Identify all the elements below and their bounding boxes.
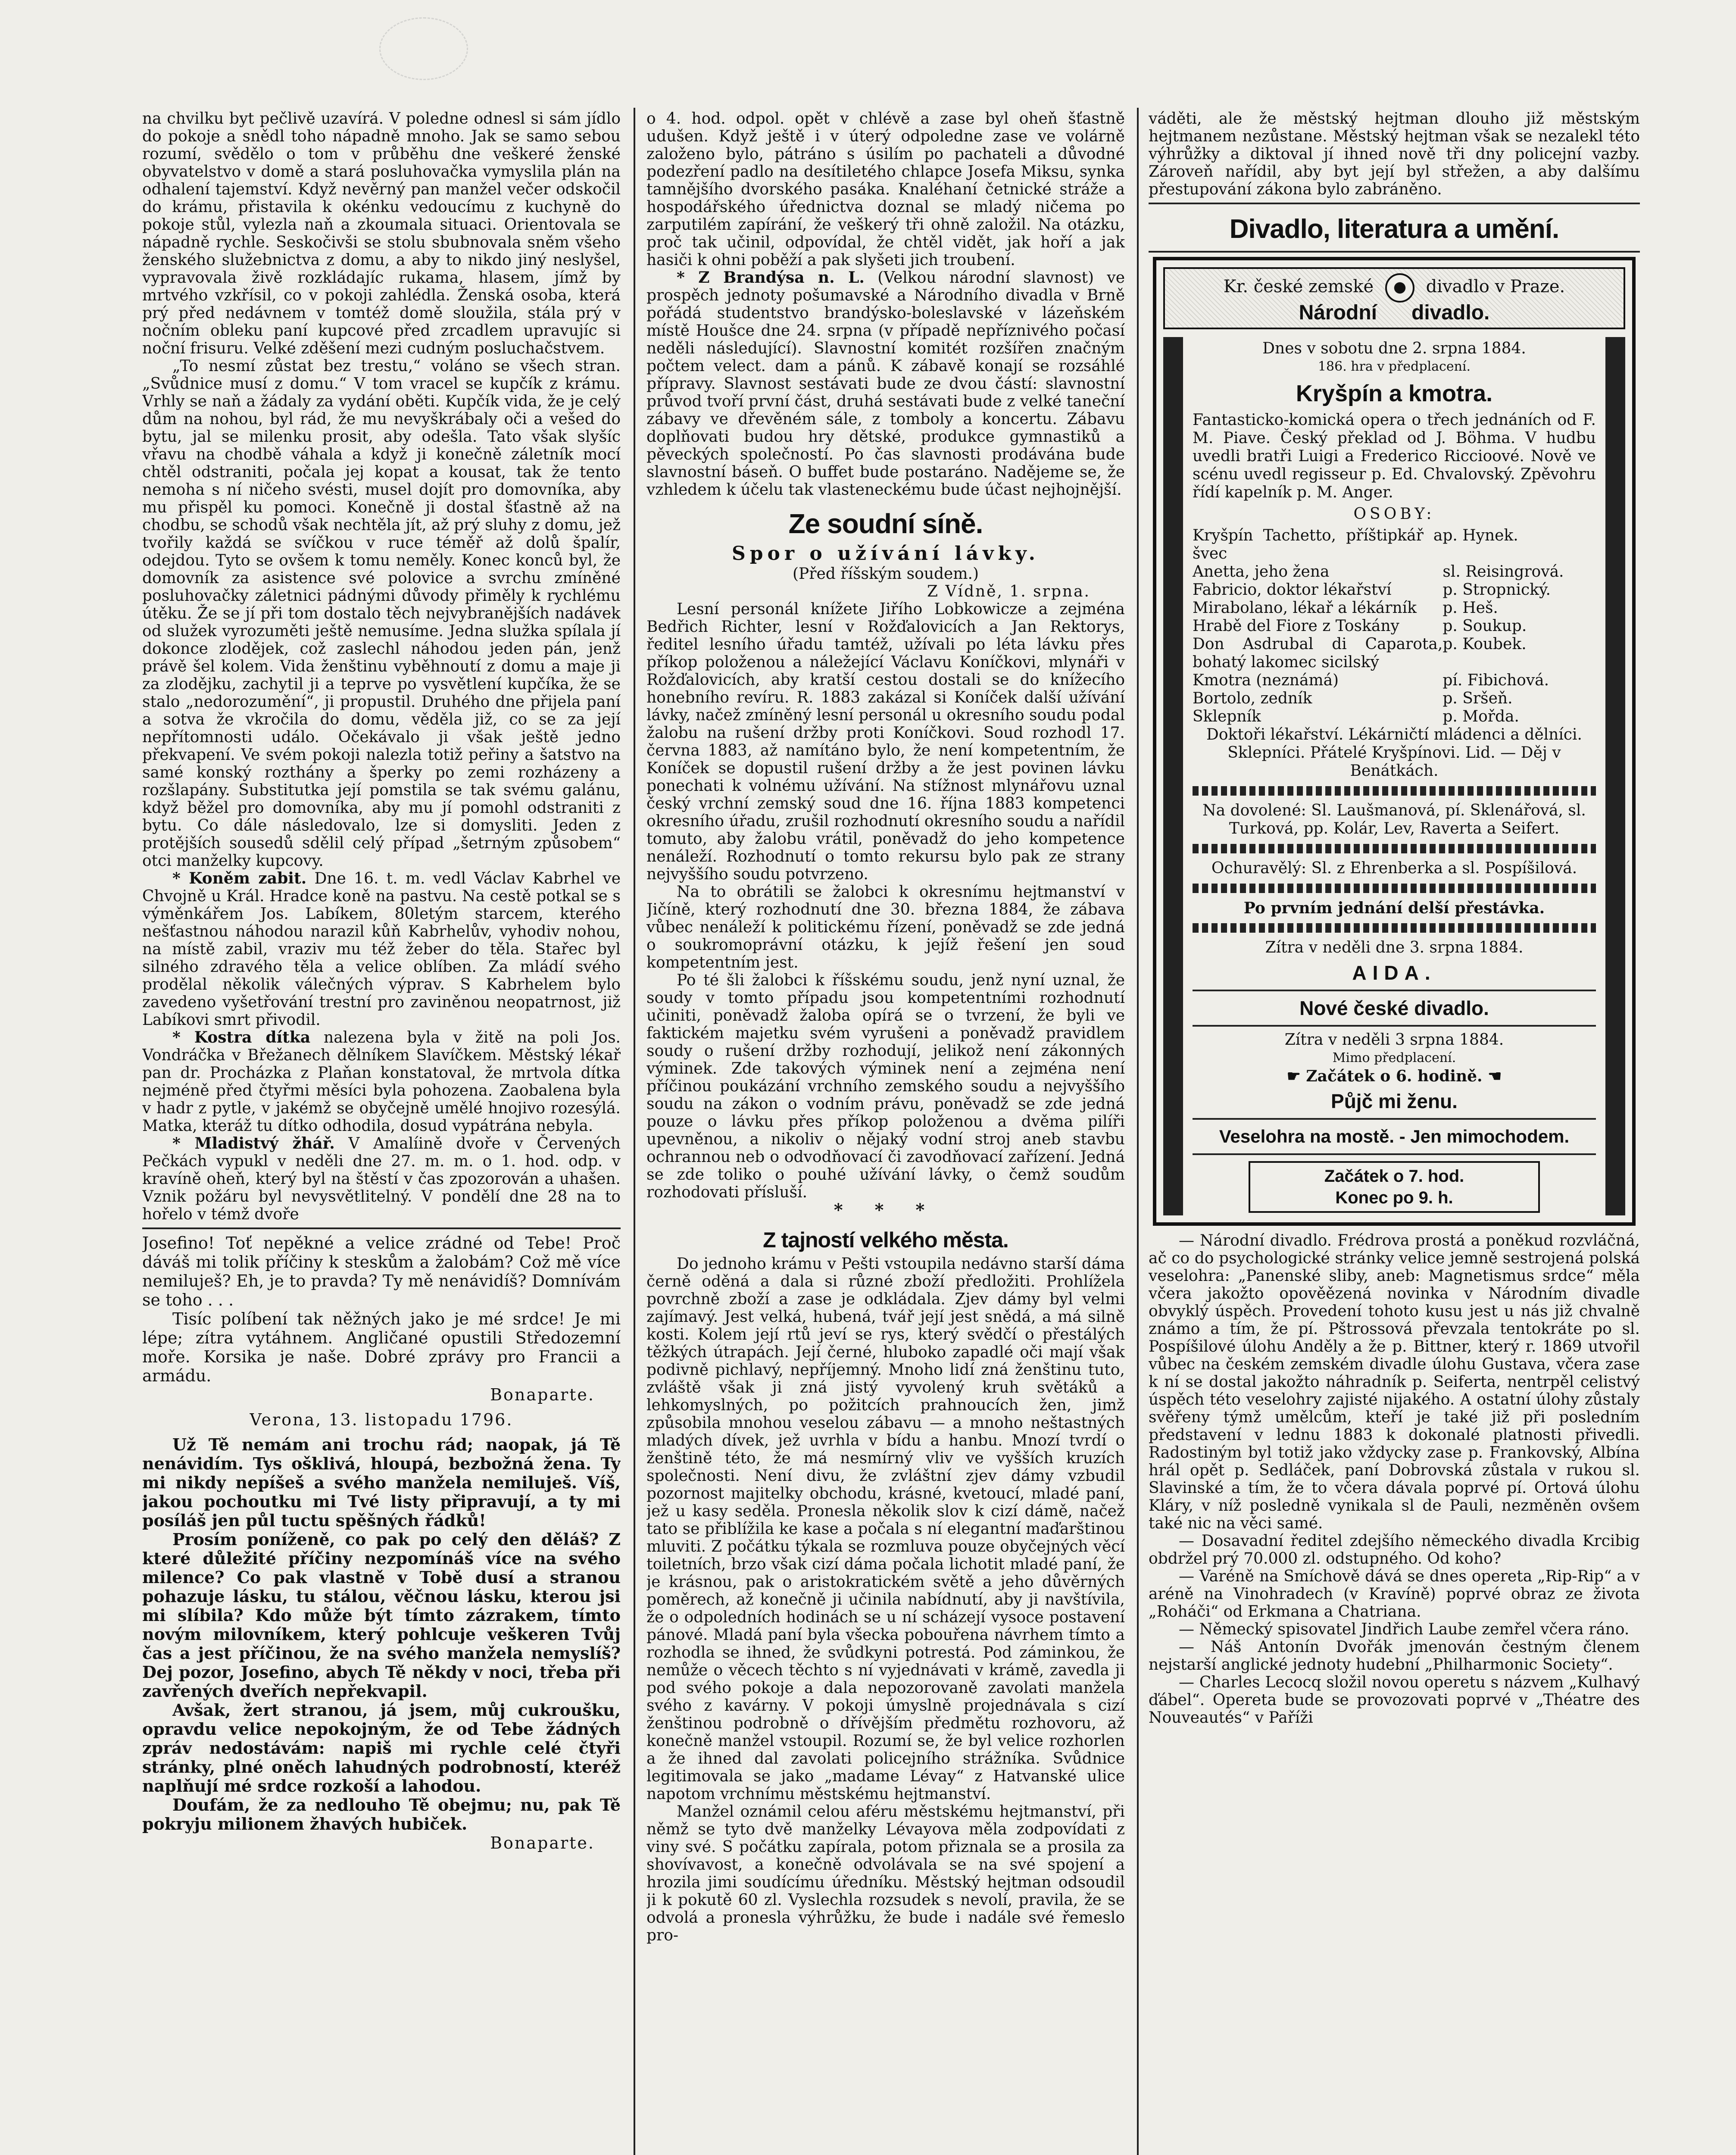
theatre-header-left: Kr. české zemské [1223,277,1374,297]
start-time: Začátek o 7. hod. [1324,1167,1464,1186]
cast-row [1193,599,1596,617]
news-text: V Amalíině dvoře v Červených Pečkách vypukl v neděli dne 27. m. m. o 1. hod. odp. v kravíně oheň, který byl na štěstí v čas zpozorován a uhašen. Vznik požáru byl nevysvětlitelný. V pondělí dne 28 na to hořelo v témž dvoře [142,1135,621,1223]
column-rule [1137,108,1139,2155]
article-text: — Německý spisovatel Jindřich Laube zemřel včera ráno. [1179,1621,1630,1638]
programme-divider [1193,1025,1596,1027]
cast-role: Don Asdrubal di Caparota, bohatý lakomec sicilský [1193,635,1443,671]
column-2 [646,110,1125,2155]
article-text: Na to obrátili se žalobci k okresnímu hejtmanství v Jičíně, který rozhodnutí dne 30. března 1884, že zábava vůbec nenáleží k politickému řízení, poněvadž se zde jedná o soukromoprávní otázku, k jejíž řešení jen soud kompetentním jest. [646,883,1125,971]
cast-role: Mirabolano, lékař a lékárník [1193,599,1417,617]
letter-signature: Bonaparte. [490,1385,595,1404]
news-heading: * Koněm zabit. [172,869,307,887]
cast-row [1193,527,1596,563]
programme-title: Kryšpín a kmotra. [1296,381,1493,406]
article-text: Manžel oznámil celou aféru městskému hejtmanství, při němž se tyto dvě manželky Lévayova měla zodpovídati z viny své. S počátku zapírala, potom přiznala se a prosila za shovívavost, a konečně odvolávala se na své spojení a hrozila jimi soudícímu úředníku. Městský hejtman odsoudil ji k pokutě 60 zl. Vyslechla rozsudek s nevolí, pravila, že se odvolá a pronesla výhrůžku, že bude i nadále své řemeslo pro- [646,1803,1125,1944]
article-text: — Varéně na Smíchově dává se dnes opereta „Rip-Rip“ a v aréně na Vinohradech (v Kravíně) poprvé obraz ze života „Roháči“ od Erkmana a Chatriana. [1149,1568,1640,1621]
cast-actor: p. Heš. [1443,599,1498,617]
feuilleton-divider [142,1227,621,1229]
pointing-hand-icon: ☛ [1286,1067,1306,1085]
column-rule [634,108,635,2155]
programme-tomorrow: Zítra v neděli dne 3. srpna 1884. [1265,939,1524,956]
cast-row [1193,671,1596,690]
news-item [142,1135,621,1223]
library-stamp [379,17,468,80]
new-theatre-start [1193,1067,1596,1085]
cast-role: Sklepník [1193,708,1261,725]
article-text: — Náš Antonín Dvořák jmenován čestným členem nejstarší anglické jednoty hudební „Philharmonic Society“. [1149,1638,1640,1674]
programme-divider [1193,1153,1596,1155]
article-subtitle: (Před říšským soudem.) [793,565,979,583]
new-theatre-subscription: Mimo předplacení. [1332,1050,1456,1065]
programme-aida: AIDA. [1352,962,1436,984]
new-theatre-start-text: Začátek o 6. hodině. [1306,1067,1483,1085]
cast-role: Bortolo, zedník [1193,690,1312,707]
programme-divider [1193,1118,1596,1120]
section-heading-city: Z tajností velkého města. [763,1228,1009,1252]
cast-row [1193,690,1596,708]
letter-text: Prosím poníženě, co pak po celý den děláš? Z které důležité příčiny nezpomínáš více na svého milence? Co pak vlastně v Tobě dusí a stranou pohazuje lásku, tu stálou, věčnou lásku, kterou jsi mi slíbila? Kdo může být tímto zázrakem, tímto novým milovníkem, který pohlcuje veškeren Tvůj čas a jest příčinou, že na svého manžela nemyslíš? Dej pozor, Josefino, abych Tě někdy v noci, třeba při zavřených dveřích nepřekvapil. [142,1530,621,1701]
article-text: Lesní personál knížete Jiřího Lobkowicze a zejména Bedřich Richter, lesní v Rožďalovicích a Jan Rektorys, ředitel lesního úřadu tamtéž, užívali po léta lávku přes příkop položenou a náležející Václavu Koníčkovi, mlynáři v Rožďalovicích, aby kratší cestou dostali se do knížecího honebního revíru. R. 1883 zakázal si Koníček další užívání lávky, načež zmíněný lesní personál u okresního soudu podal žalobu na rušení držby proti Koníčkovi. Soud rozhodl 17. června 1883, až namítáno bylo, že není kompetentním, že Koníček se dopustil rušení držby a že jest povinen lávku ponechati k volnému užívání. Na stížnost mlynářovu uznal český vrchní zemský soud dne 16. října 1883 kompetenci okresního úřadu, zrušil rozhodnutí okresního soudu a nařídil tomuto, aby žalobu vrátil, poněvadž do jeho kompetence nenáleží. Rozhodnutí o tomto rekursu bylo pak ze strany nejvyššího soudu potvrzeno. [646,600,1125,883]
theatre-header [1163,267,1625,329]
cast-row [1193,563,1596,581]
letter-text: Tisíc políbení tak něžných jako je mé srdce! Je mi lépe; zítra vytáhnem. Angličané opustili Středozemní moře. Korsika je naše. Dobré zprávy pro Francii a armádu. [142,1309,621,1385]
programme-divider [1193,990,1596,991]
article-text: „To nesmí zůstat bez trestu,“ voláno se všech stran. „Svůdnice musí z domu.“ V tom vracel se kupčík z krámu. Vrhly se naň a žádaly za vydání oběti. Kupčík vida, že je celý dům na nohou, byl rád, že mu nevyškrábaly oči a vešed do bytu, jal se milenku prosit, aby odešla. Tato však slyšíc vřavu na chodbě váhala a když ji konečně záletník mocí chtěl odstraniti, počala jej kopat a kousat, tak že tento nemoha s ní ničeho svésti, musel dojít pro domovníka, aby mu přispěl ku pomoci. Konečně ji dostal šťastně až na chodbu, se schodů však nechtěla jít, až prý sluhy z domu, jež tvořily každá se svíčkou v ruce téměř až dolů špalír, odejdou. Tyto se ovšem k tomu neměly. Konec konců byl, že domovník za asistence své polovice a svrchu zmíněné posluhovačky záletnici pádnými důvody přiměly k rychlému útěku. Že se jí při tom dostalo těch nejvybranějších nadávek od služek vyrozuměti ještě nemusíme. Jedna služka spílala jí dokonce zlodějek, což zaslechl náhodou jeden pán, jenž právě šel kolem. Vida ženštinu vyběhnoutí z domu a maje ji za zlodějku, zachytil ji a teprve po vysvětlení kupčíka, že se stalo „nedorozumění“, ji propustil. Druhého dne přijela paní a sotva že vkročila do domu, věděla již, co se za její nepřítomnosti událo. Očekávalo ji však ještě jedno překvapení. Ve svém pokoji nalezla totiž peřiny a šatstvo na samé konský rozthány a šperky po zemi rozházeny a rozšlapány. Substitutka její pomstila se tak svému galánu, když běžel pro domovníka, aby mu jí pomohl odstraniti z bytu. Co dále následovalo, lze si domysliti. Jeden z protějších sousedů sdělil celý případ „šetrným způsobem“ otci manželky kupcovy. [142,357,621,870]
letter-signature: Bonaparte. [490,1833,595,1852]
letter-text: Avšak, žert stranou, já jsem, můj cukroušku, opravdu velice nepokojným, že od Tebe žádných zpráv nedostávám: napiš mi rychle celé čtyři stránky, plné oněch lahudných podrobností, kteréž naplňují mé srdce rozkoší a lahodou. [142,1700,621,1796]
end-time: Konec po 9. h. [1335,1188,1453,1207]
cast-actor: p. Koubek. [1443,635,1527,653]
article-text: Po té šli žalobci k říšskému soudu, jenž nyní uznal, že soudy v tomto případu jsou kompetentními rozhodnutí učiniti, poněvadž žaloba opírá se o tvrzení, že byli ve faktickém majetku svém vyrušeni a poněvadž pravidlem soudy o rušení držby rozhodují, jelikož není zákonných výminek. Zde takových výminek není a zejména není příčinou poukázání vrchního zemského soudu a nejvyššího soudu na zákon o vodním právu, poněvadž se zde jedná pouze o lávku přes příkop položenou a dvěma pilíři upevněnou, a nikoliv o nějaký vodní stroj aneb stavbu ochrannou neb o odvodňovací či zavodňovací zařízení. Jedná se zde toliko o pouhé užívání lávky, o čemž soudům rozhodovati přísluší. [646,971,1125,1201]
cast-role: Anetta, jeho žena [1193,563,1330,581]
programme-number: 186. hra v předplacení. [1318,359,1471,374]
cast-actor: p. Mořda. [1443,708,1519,725]
new-theatre-title: Nové české divadlo. [1299,997,1489,1019]
article-text: na chvilku byt pečlivě uzavírá. V poledne odnesl si sám jídlo do pokoje a snědl toho nápadně mnoho. Jak se samo sebou rozumí, svědělo o tom v průběhu dne veškeré ženské obyvatelstvo v domě a stará posluhovačka vymyslila plán na odhalení tajemství. Když nevěrný pan manžel večer odskočil do krámu, přistavila k okénku vedoucímu z kuchyně do pokoje stůl, vylezla naň a zkoumala situaci. Orientovala se nápadně rychle. Seskočivši se stolu sbubnovala sněm všeho ženského služebnictva z domu, a aby to nikdo jiný neslyšel, vypravovala živě rozkládajíc rukama, hlasem, jímž by mrtvého vzkřísil, co v pokoji zahlédla. Ženská osoba, která prý před nedávnem v tomtéž domě sloužila, stála prý v nočním obleku paní kupcové před zrcadlem upravujíc si noční frisuru. Velké zděšení mezi cudným posluchačstvem. [142,110,621,357]
play-title: Půjč mi ženu. [1331,1090,1458,1112]
article-text: — Dosavadní ředitel zdejšího německého divadla Krcibig obdržel prý 70.000 zl. odstupného. Od koho? [1149,1532,1640,1568]
ornament-divider [1193,884,1596,893]
cast-role: Hrabě del Fiore z Toskány [1193,617,1399,635]
theatre-header-right: divadlo v Praze. [1426,277,1565,297]
article-text: o 4. hod. odpol. opět v chlévě a zase byl oheň šťastně udušen. Když ještě i v úterý odpoledne zase ve volárně založeno bylo, pátráno s úsilím po pachateli a důvodné podezření padlo na desítiletého chlapce Josefa Miksu, synka tamnějšího dvorského pasáka. Knaléhaní četnické stráže a hospodářského úřednictva doznal se mladý ničema po zarputilém zapírání, že veškerý tři ohně založil. Na otázku, proč tak učinil, odpovídal, že chtěl vidět, jak hoří a jak hasiči k ohni poběží a pak slyšeti jich troubení. [646,110,1125,269]
theatre-name-right: divadlo. [1411,301,1490,324]
cast-actor: sl. Reisingrová. [1443,563,1564,581]
section-divider [1149,251,1640,253]
cast-actor: pí. Fibichová. [1443,671,1549,689]
cast-row [1193,581,1596,599]
section-divider [1149,203,1640,204]
pointing-hand-icon: ☚ [1482,1067,1502,1085]
article-title: Spor o užívání lávky. [732,543,1040,565]
programme-on-leave: Na dovolené: Sl. Laušmanová, pí. Sklenářová, sl. Turková, pp. Kolár, Lev, Raverta a Seifert. [1202,802,1586,837]
news-heading: * Mladistvý žhář. [172,1134,335,1152]
cast-row [1193,617,1596,635]
cast-row [1193,635,1596,671]
programme-description: Fantasticko-komická opera o třech jednáních od F. M. Piave. Český překlad od J. Böhma. V hudbu uvedli bratři Luigi a Frederico Riccioové. Nově ve scénu uvedl regisseur p. Ed. Chvalovský. Zpěvohru řídí kapelník p. M. Anger. [1193,411,1596,501]
news-heading: * Kostra dítka [172,1028,311,1046]
article-dateline: Z Vídně, 1. srpna. [927,583,1090,600]
cast-list [1193,527,1596,726]
cast-actor: p. Hynek. [1443,527,1518,544]
programme-date: Dnes v sobotu dne 2. srpna 1884. [1262,340,1526,357]
cast-actor: p. Soukup. [1443,617,1527,635]
column-3 [1149,110,1640,2155]
ornament-divider [1193,923,1596,933]
article-text: — Charles Lecocq složil novou operetu s názvem „Kulhavý ďábel“. Opereta bude se provozovati poprvé v „Théatre des Nouveautés“ v Paříži [1149,1674,1640,1727]
section-heading-theatre: Divadlo, literatura a umění. [1229,214,1559,244]
letter-text: Už Tě nemám ani trochu rád; naopak, já Tě nenávidím. Tys ošklivá, hloupá, bezbožná žena. Ty mi nikdy nepíšeš a svého manžela nemiluješ. Víš, jakou pochoutku mi Tvé listy připravují, a ty mi posíláš jen půl tuctu spěšných řádků! [142,1435,621,1530]
section-heading-court: Ze soudní síně. [788,508,983,539]
separator-stars: * * * [834,1200,938,1220]
news-text: Dne 16. t. m. vedl Václav Kabrhel ve Chvojně u Král. Hradce koně na pastvu. Na cestě potkal se s výměnkářem Jos. Labíkem, 80letým starcem, kterého nešťastnou náhodou narazil kůň Kabrhelův, vyhodiv nohou, na místě zabil, vraziv mu též žeber do těla. Stařec byl silného zdravého těla a velice oblíben. Za mládí svého prodělal několik válečných výprav. S Kabrhelem bylo zavedeno vyšetřování trestní pro zaviněnou neopatrnost, již Labíkovi smrt přivodil. [142,870,621,1029]
theatre-name-left: Národní [1299,301,1377,324]
ornament-divider [1193,844,1596,853]
article-text: Do jednoho krámu v Pešti vstoupila nedávno starší dáma černě oděná a dala si různé zboží předložiti. Prohlížela povrchně zboží a zase je odkládala. Zjev dámy byl velmi zajímavý. Jest velká, hubená, tvář její jest snědá, a má silně kosti. Kolem její rtů jeví se rys, který svědčí o přestálých těžkých útrapách. Její černé, hluboko zapadlé oči mají však podivně pichlavý, nepříjemný. Mnoho lidí zná ženštinu tuto, zvláště však ji zná jistý vyvolený kruh světáků a lehkomyslných, po požitcích prahnoucích žen, jimž způsobila mnohou veselou zábavu — a mnoho neštastných mladých dívek, jež uvrhla v bídu a hanbu. Mnozí tvrdí o ženštině této, že má nesmírný vliv ve vyšších kruzích společnosti. Není divu, že zvláštní zjev dámy vzbudil pozornost majitelky obchodu, krásné, kvetoucí, mladé paní, jež u kasy seděla. Pronesla několik slov k cizí dámě, načež tato se přiblížila ke kase a počala s ní elegantní maďarštinou mluviti. Z počátku týkala se rozmluva pouze obyčejných věcí toiletních, brzo však cizí dáma počala lichotit mladé paní, že je krásnou, pak o aristokratickém světě a jeho důvěrných poměrech, až konečně ji učinila nabídnutí, aby ji navštívila, že o odpoledních hodinách se u ní scházejí vysoce postavení pánové. Mladá paní byla všecka pobouřena návrhem tímto a rozhodla se ihned, že svůdkyni potrestá. Pod záminkou, že nemůže o věcech těchto s ní vyjednávati v krámě, zavedla ji pod svého pokoje a dala nepozorovaně zavolati manžela svého z kavárny. V pokoji úmyslně projednávala s cizí ženštinou podrobně o dřívějším předmětu rozhovoru, až konečně manžel vstoupil. Rozumí se, že byl velice rozhorlen a že ihned dal zavolati policejního strážníka. Svůdnice legitimovala se jako „madame Lévay“ z Hatvanské ulice napotom vrchnímu městskému hejtmanství. [646,1255,1125,1803]
cast-role: Kmotra (neznámá) [1193,671,1339,689]
theatre-advertisement [1153,257,1636,1226]
cast-row [1193,708,1596,726]
article-text: váděti, ale že městský hejtman dlouho již městským hejtmanem nezůstane. Městský hejtman však se nezalekl této výhrůžky a diktoval jí ihned nově tři dny policejní vazby. Zároveň nařídil, aby byt její byl střežen, a aby dalšímu přestupování zákona bylo zabráněno. [1149,110,1640,198]
letter-text: Doufám, že za nedlouho Tě obejmu; nu, pak Tě pokryju milionem žhavých hubiček. [142,1795,621,1833]
cast-actor: p. Sršeň. [1443,690,1513,707]
programme-extras: Doktoři lékařství. Lékárničtí mládenci a dělníci. Sklepníci. Přátelé Kryšpínovi. Lid. — Děj v Benátkách. [1206,726,1582,780]
column-1 [142,110,621,2155]
cast-role: Fabricio, doktor lékařství [1193,581,1392,599]
theatre-crest-icon [1385,273,1414,303]
news-item [142,870,621,1029]
ornament-divider [1193,786,1596,796]
programme-ill: Ochuravělý: Sl. z Ehrenberka a sl. Pospíšilová. [1211,859,1577,877]
article-text: — Národní divadlo. Frédrova prostá a poněkud rozvláčná, ač co do psychologické stránky velice jemně sestrojená polská veselohra: „Panenské sliby, aneb: Magnetismus srdce“ měla včera jakožto opověězená novinka v Národním divadle obvyklý úspěch. Provedení tohoto kusu jest u nás již chvalně známo a tím, že pí. Pštrossová převzala tentokráte po sl. Pospíšilové úlohu Anděly a že p. Bittner, který r. 1869 utvořil vůbec na českém zemském divadle úlohu Gustava, včera zase k ní se dostal jakožto náhradník p. Seiferta, nentrpěl celistvý úspěch této veselohry zajisté nijakého. A ostatní úlohy zůstaly svěřeny týmž umělcům, kteří je také již při posledním představení v lednu 1883 k dokonalé platnosti přivedli. Radostiným byl totiž jako vždycky zase p. Frankovský, Albína hrál opět p. Sedláček, paní Dobrovská zůstala v rukou sl. Slavinské a tím, že to včera dávala poprvé pí. Ortová úlohu Kláry, v níž posledně vynikala sl de Pauli, nezměněn ovšem také nic na věci samé. [1149,1232,1640,1532]
letter-text: Josefino! Toť nepěkné a velice zrádné od Tebe! Proč dáváš mi tolik příčiny k steskům a žalobám? Což mě více nemiluješ? Eh, je to pravda? Ty mě nenávidíš? Domnívám se toho . . . [142,1234,621,1309]
news-item [142,1029,621,1135]
news-text: (Velkou národní slavnost) ve prospěch jednoty pošumavské a Národního divadla v Brně pořádá studentstvo brandýsko-boleslavské v lázeňském místě Houšce dne 24. srpna (v případě nepříznivého počasí neděli následující). Slavnostní komitét rozšířen značným počtem velect. dam a pánů. K zábavě konají se rozsáhlé přípravy. Slavnost sestávati bude ze dvou částí: slavnostní průvod tvoří první část, druhá sestávati bude z velké taneční zábavy ve dřevěném sále, z tomboly a koncertu. Zábavu doplňovati budou hry dětské, produkce gymnastiků a pěveckých společností. Po čas slavnosti prodávána bude slavnostní báseň. O buffet bude postaráno. Nadějeme se, že vzhledem k účelu tak vlasteneckému bude účast nejhojnější. [646,269,1125,499]
programme-pause: Po prvním jednání delší přestávka. [1243,899,1545,917]
news-heading: * Z Brandýsa n. L. [677,269,865,287]
news-text: nalezena byla v žitě na poli Jos. Vondráčka v Břežanech dělníkem Slavíčkem. Městský lékař pan dr. Procházka z Plaňan konstatoval, že mrtvola dítka nejméně před čtyřmi měsíci byla pohozena. Zaobalena byla v hadr z pytle, v jakémž se obyčejně umělé hnojivo rozesýlá. Matka, kteráž tu dítko odhodila, dosud vypátrána nebyla. [142,1029,621,1135]
cast-actor: p. Stropnický. [1443,581,1551,599]
new-theatre-date: Zítra v neděli 3 srpna 1884. [1284,1031,1504,1049]
programme-times [1249,1161,1539,1213]
play-subtitle: Veselohra na mostě. - Jen mimochodem. [1219,1126,1570,1146]
cast-role: Kryšpín Tachetto, příštipkář a švec [1193,527,1443,562]
programme-frame [1163,337,1625,1215]
letter-dateline: Verona, 13. listopadu 1796. [250,1410,513,1429]
cast-label: OSOBY: [1353,505,1435,523]
feuilleton [142,1234,621,1852]
news-item [646,269,1125,499]
